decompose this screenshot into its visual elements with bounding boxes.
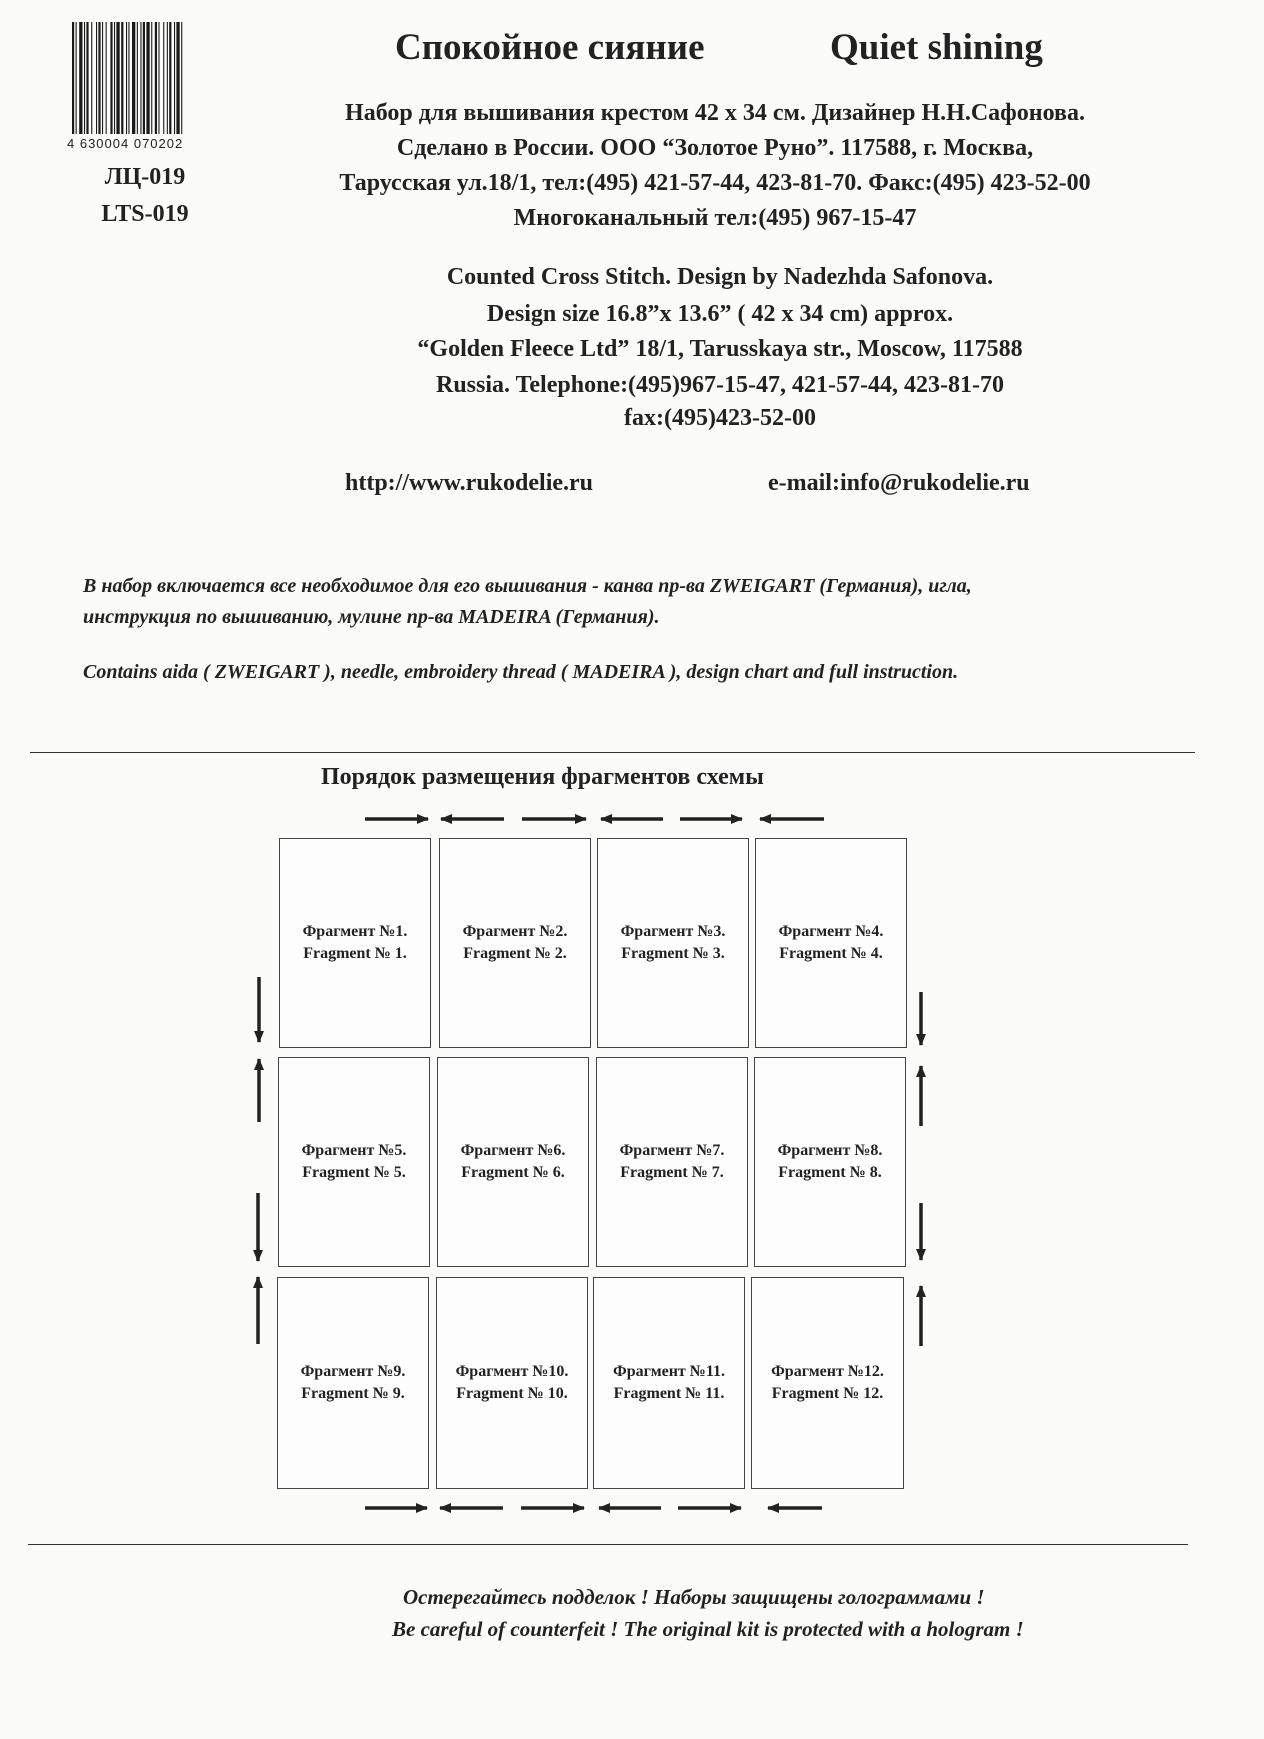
barcode-bar (128, 22, 129, 134)
title-ru: Спокойное сияние (395, 27, 705, 68)
warning-en: Be careful of counterfeit ! The original kit is protected with a hologram ! (392, 1617, 1024, 1641)
barcode-bar (126, 22, 127, 134)
fragment-label-ru: Фрагмент №10. (455, 1363, 569, 1380)
barcode-bar (137, 22, 138, 134)
fragment-label-en: Fragment № 3. (621, 945, 725, 962)
barcode-bar (155, 22, 157, 134)
info-en-line: “Golden Fleece Ltd” 18/1, Tarusskaya str., Moscow, 117588 (417, 336, 1023, 362)
info-ru-line: Многоканальный тел:(495) 967-15-47 (513, 205, 917, 231)
fragment-label-en: Fragment № 2. (463, 945, 567, 962)
barcode-bar (158, 22, 159, 134)
title-en: Quiet shining (830, 27, 1043, 68)
fragment-cell (277, 1277, 429, 1489)
fragment-label-ru: Фрагмент №12. (771, 1363, 884, 1380)
fragment-cell (437, 1057, 589, 1267)
fragment-label-ru: Фрагмент №3. (620, 923, 726, 940)
fragment-label-ru: Фрагмент №5. (301, 1142, 407, 1159)
fragment-cell (755, 838, 907, 1048)
fragment-label-ru: Фрагмент №4. (778, 923, 884, 940)
fragment-label-en: Fragment № 9. (301, 1385, 405, 1402)
fragment-label-en: Fragment № 7. (620, 1164, 724, 1181)
barcode-bars (72, 22, 220, 134)
barcode-bar (102, 22, 103, 134)
barcode-bar (132, 22, 135, 134)
fragment-cell (593, 1277, 745, 1489)
info-ru-line: Сделано в России. ООО “Золотое Руно”. 117588, г. Москва, (396, 135, 1034, 161)
barcode-bar (167, 22, 168, 134)
fragment-label-en: Fragment № 6. (461, 1164, 565, 1181)
fragment-label-ru: Фрагмент №8. (777, 1142, 883, 1159)
info-en-line: fax:(495)423-52-00 (624, 405, 816, 431)
barcode-bar (163, 22, 164, 134)
barcode-bar (169, 22, 171, 134)
fragment-label-en: Fragment № 8. (778, 1164, 882, 1181)
article-code-en: LTS-019 (101, 201, 189, 227)
info-en-line: Design size 16.8”x 13.6” ( 42 x 34 cm) approx. (486, 301, 954, 327)
fragment-label-en: Fragment № 5. (302, 1164, 406, 1181)
website-link[interactable]: http://www.rukodelie.ru (345, 470, 594, 496)
layout-title: Порядок размещения фрагментов схемы (321, 764, 764, 790)
info-ru-line: Набор для вышивания крестом 42 х 34 см. Дизайнер Н.Н.Сафонова. (345, 100, 1085, 126)
barcode-bar (114, 22, 115, 134)
barcode-bar (121, 22, 123, 134)
barcode-bar (76, 22, 77, 134)
fragment-cell (751, 1277, 904, 1489)
divider-top (30, 752, 1195, 753)
barcode-bar (91, 22, 92, 134)
fragment-cell (278, 1057, 430, 1267)
contents-en: Contains aida ( ZWEIGART ), needle, embroidery thread ( MADEIRA ), design chart and full instruction. (83, 661, 959, 683)
barcode-bar (86, 22, 88, 134)
fragment-label-ru: Фрагмент №1. (302, 923, 408, 940)
contents-ru-line2: инструкция по вышиванию, мулине пр-ва MADEIRA (Германия). (83, 606, 660, 628)
email-link[interactable]: e-mail:info@rukodelie.ru (768, 470, 1030, 496)
barcode-bar (98, 22, 100, 134)
barcode-bar (110, 22, 112, 134)
fragment-cell (439, 838, 591, 1048)
fragment-cell (596, 1057, 748, 1267)
fragment-label-en: Fragment № 4. (779, 945, 883, 962)
fragment-cell (436, 1277, 588, 1489)
fragment-label-ru: Фрагмент №2. (462, 923, 568, 940)
divider-bottom (28, 1544, 1188, 1545)
info-en-line: Counted Cross Stitch. Design by Nadezhda Safonova. (446, 264, 994, 290)
fragment-cell (279, 838, 431, 1048)
barcode-bar (79, 22, 82, 134)
barcode-bar (151, 22, 152, 134)
fragment-label-ru: Фрагмент №11. (613, 1363, 725, 1380)
article-code-ru: ЛЦ-019 (104, 164, 186, 190)
barcode-number: 4 630004 070202 (67, 136, 184, 151)
barcode-bar (106, 22, 107, 134)
barcode-bar (146, 22, 149, 134)
barcode-bar (116, 22, 119, 134)
barcode-bar (143, 22, 145, 134)
fragment-cell (754, 1057, 906, 1267)
fragment-cell (597, 838, 749, 1048)
contents-ru-line1: В набор включается все необходимое для его вышивания - канва пр-ва ZWEIGART (Германия), игла, (83, 575, 972, 597)
fragment-label-en: Fragment № 10. (456, 1385, 568, 1402)
barcode-bar (181, 22, 182, 134)
barcode-bar (72, 22, 74, 134)
fragment-label-en: Fragment № 12. (771, 1385, 884, 1402)
barcode (67, 22, 220, 151)
barcode-bar (176, 22, 179, 134)
barcode-bar (174, 22, 175, 134)
fragment-label-ru: Фрагмент №7. (619, 1142, 725, 1159)
barcode-bar (84, 22, 85, 134)
barcode-bar (96, 22, 97, 134)
fragment-label-en: Fragment № 1. (303, 945, 407, 962)
fragment-label-en: Fragment № 11. (613, 1385, 725, 1402)
info-ru-line: Тарусская ул.18/1, тел:(495) 421-57-44, 423-81-70. Факс:(495) 423-52-00 (339, 170, 1091, 196)
warning-ru: Остерегайтесь подделок ! Наборы защищены голограммами ! (403, 1585, 985, 1609)
fragment-label-ru: Фрагмент №9. (300, 1363, 406, 1380)
fragment-label-ru: Фрагмент №6. (460, 1142, 566, 1159)
barcode-bar (140, 22, 141, 134)
info-en-line: Russia. Telephone:(495)967-15-47, 421-57-44, 423-81-70 (436, 372, 1004, 398)
